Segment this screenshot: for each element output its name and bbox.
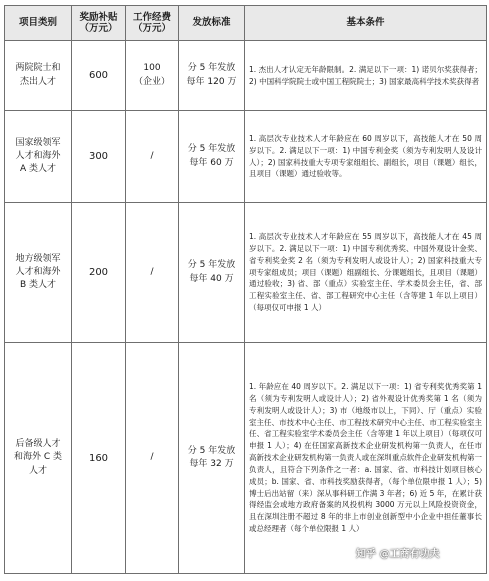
row-schedule: 分 5 年发放 每年 60 万 (179, 111, 245, 203)
table-row (5, 203, 487, 343)
row-conditions: 1. 杰出人才认定无年龄限制。2. 满足以下一项：1) 诺贝尔奖获得者；2) 中国科学院院士或中国工程院院士；3) 国家最高科学技术奖获得者 (245, 41, 487, 111)
table-row (5, 111, 487, 203)
row-funding: / (126, 203, 179, 343)
row-schedule: 分 5 年发放 每年 120 万 (179, 41, 245, 111)
row-conditions: 1. 年龄应在 40 周岁以下。2. 满足以下一项：1) 省专利奖优秀奖第 1 名（须为专利发明人或设计人）；2) 省外观设计优秀奖第 1 名（须为专利发明人或设计人）；3) 市（地级市以上，下同）、厅（重点）实验室主任、市技术中心主任、市工程技术研究中心主任、市工程实验室主任、省工程实验室学术委员会主任（含等建 1 年以上项目）（每项仅可申报 1 人）；4) 在任国家高新技术企业研发机构第一负责人，在任市高新技术企业研发机构第一负责人或在深圳重点软件企业研发机构第一负责人，且符合下列条件之一者：a. 国家、省、市科技计划项目核心成员；b. 国家、省、市科技奖励获得者，（每个单位限申报 1 人）；5) 博士后出站留（来）深从事科研工作满 3 年者；6) 近 5 年，在累计获得经监会或地方政府备案的风投机构 3000 万元以上风险投资资金，且在深圳注册不超过 8 年的非上市创业创新型中小企业中担任董事长或总经理者（每个单位限报 1 人） (245, 343, 487, 574)
row-subsidy: 300 (72, 111, 126, 203)
table-row (5, 41, 487, 111)
header-subsidy: 奖励补贴 （万元） (72, 6, 126, 41)
header-funding: 工作经费 （万元） (126, 6, 179, 41)
row-schedule: 分 5 年发放 每年 40 万 (179, 203, 245, 343)
row-subsidy: 600 (72, 41, 126, 111)
row-category: 后备级人才 和海外 C 类 人才 (5, 343, 72, 574)
row-conditions: 1. 高层次专业技术人才年龄应在 60 周岁以下，高技能人才在 50 周岁以下。2. 满足以下一项：1) 中国专利金奖（须为专利发明人及设计人）；2) 国家科技重大专项专家组组长、副组长，项目（课题）组长，且项目（课题）通过验收等。 (245, 111, 487, 203)
row-funding: / (126, 343, 179, 574)
header-schedule: 发放标准 (179, 6, 245, 41)
header-row (5, 6, 487, 41)
watermark: 知乎 @工商有功夫 (356, 549, 440, 560)
row-conditions: 1. 高层次专业技术人才年龄应在 55 周岁以下，高技能人才在 45 周岁以下。2. 满足以下一项：1) 中国专利优秀奖、中国外观设计金奖、省专利奖金奖 2 名（须为专利发明人或设计人）；2) 国家科技重大专项专家组成员；项目（课题）组副组长、分课题组长，且项目（课题）通过验收；3) 省、部（重点）实验室主任、学术委员会主任，省、部工程实验室主任、省、部工程研究中心主任（含等建 1 年以上项目）（每项仅可申报 1 人） (245, 203, 487, 343)
row-funding: / (126, 111, 179, 203)
header-conditions: 基本条件 (245, 6, 487, 41)
row-funding: 100 （企业） (126, 41, 179, 111)
talent-subsidy-table (4, 5, 487, 574)
row-subsidy: 160 (72, 343, 126, 574)
row-category: 两院院士和 杰出人才 (5, 41, 72, 111)
row-subsidy: 200 (72, 203, 126, 343)
row-category: 国家级领军 人才和海外 A 类人才 (5, 111, 72, 203)
row-schedule: 分 5 年发放 每年 32 万 (179, 343, 245, 574)
row-category: 地方级领军 人才和海外 B 类人才 (5, 203, 72, 343)
table-row (5, 343, 487, 574)
header-category: 项目类别 (5, 6, 72, 41)
